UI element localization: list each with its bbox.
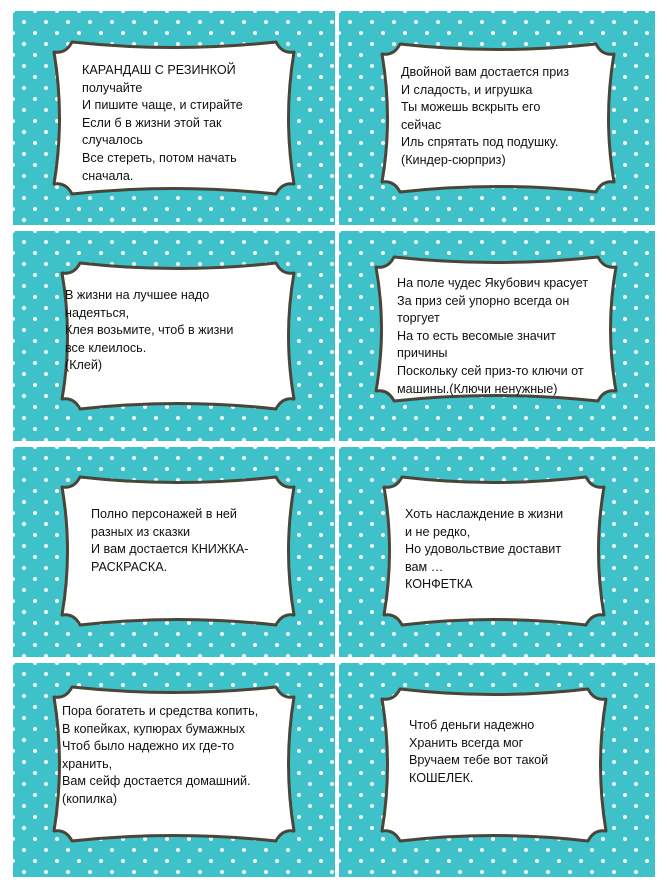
- card-text: КАРАНДАШ С РЕЗИНКОЙ получайте И пишите чаще, и стирайте Если б в жизни этой так случалось Все стереть, потом начать сначала.: [82, 63, 243, 183]
- card-text: Хоть наслаждение в жизни и не редко, Но удовольствие доставит вам … КОНФЕТКА: [405, 507, 564, 592]
- gift-card-glue: [13, 231, 335, 441]
- gift-card-kinder-surprise: [339, 11, 655, 225]
- card-text: Двойной вам достается приз И сладость, и игрушка Ты можешь вскрыть его сейчас Иль спрятать под подушку. (Киндер-сюрприз): [401, 65, 570, 167]
- card-text: Чтоб деньги надежно Хранить всегда мог Вручаем тебе вот такой КОШЕЛЕК.: [409, 718, 549, 785]
- gift-card-keys: [339, 231, 655, 441]
- gift-card-wallet: [339, 663, 655, 877]
- card-text: Полно персонажей в ней разных из сказки И вам достается КНИЖКА- РАСКРАСКА.: [91, 507, 249, 574]
- gift-card-coloring-book: [13, 447, 335, 657]
- card-text: Пора богатеть и средства копить, В копейках, купюрах бумажных Чтоб было надежно их где-то хранить, Вам сейф достается домашний. (копилка): [62, 704, 259, 806]
- gift-card-candy: [339, 447, 655, 657]
- gift-card-pencil: [13, 11, 335, 225]
- gift-card-piggy-bank: [13, 663, 335, 877]
- card-text: В жизни на лучшее надо надеяться, Клея возьмите, чтоб в жизни все клеилось. (Клей): [65, 288, 234, 373]
- card-text: На поле чудес Якубович красует За приз сей упорно всегда он торгует На то есть весомые значит причины Поскольку сей приз-то ключи от машины.(Ключи ненужные): [397, 276, 589, 396]
